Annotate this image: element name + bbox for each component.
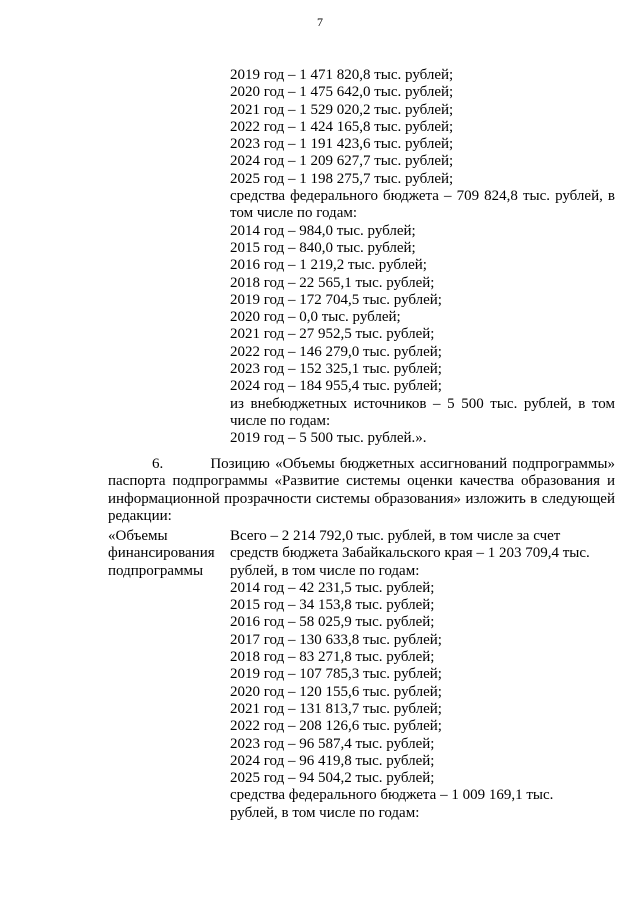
federal-line: средства федерального бюджета – 1 009 169,1 тыс. (230, 787, 554, 804)
year-line: 2025 год – 1 198 275,7 тыс. рублей; (230, 170, 454, 187)
year-line: 2017 год – 130 633,8 тыс. рублей; (230, 631, 442, 648)
year-line: 2021 год – 27 952,5 тыс. рублей; (230, 326, 435, 343)
page-number: 7 (317, 15, 323, 29)
year-line: 2025 год – 94 504,2 тыс. рублей; (230, 770, 435, 787)
year-line: 2019 год – 5 500 тыс. рублей.». (230, 430, 427, 447)
total-line: рублей, в том числе по годам: (230, 562, 420, 579)
year-line: 2019 год – 1 471 820,8 тыс. рублей; (230, 67, 454, 83)
funding-new-edition (230, 528, 615, 822)
year-line: 2024 год – 184 955,4 тыс. рублей; (230, 378, 442, 395)
year-line: 2020 год – 1 475 642,0 тыс. рублей; (230, 84, 454, 101)
year-line: 2024 год – 1 209 627,7 тыс. рублей; (230, 153, 454, 170)
year-line: 2016 год – 58 025,9 тыс. рублей; (230, 614, 435, 631)
position-label (108, 528, 226, 580)
total-line: средств бюджета Забайкальского края – 1 203 709,4 тыс. (230, 545, 590, 562)
year-line: 2022 год – 1 424 165,8 тыс. рублей; (230, 118, 454, 135)
year-line: 2022 год – 208 126,6 тыс. рублей; (230, 718, 442, 735)
year-line: 2018 год – 83 271,8 тыс. рублей; (230, 649, 435, 666)
year-line: 2018 год – 22 565,1 тыс. рублей; (230, 274, 435, 291)
year-line: 2014 год – 984,0 тыс. рублей; (230, 222, 416, 239)
paragraph-text: Позицию «Объемы бюджетных ассигнований подпрограммы» паспорта подпрограммы «Развитие системы оценки качества образования и информационной прозрачности системы образования» изложить в следующей редакции: (108, 456, 615, 524)
year-line: 2022 год – 146 279,0 тыс. рублей; (230, 343, 442, 360)
year-line: 2023 год – 96 587,4 тыс. рублей; (230, 735, 435, 752)
year-line: 2021 год – 131 813,7 тыс. рублей; (230, 700, 442, 717)
federal-line: рублей, в том числе по годам: (230, 804, 420, 821)
year-line: 2016 год – 1 219,2 тыс. рублей; (230, 257, 427, 274)
year-line: 2019 год – 107 785,3 тыс. рублей; (230, 666, 442, 683)
federal-intro: средства федерального бюджета – 709 824,8 тыс. рублей, в том числе по годам: (230, 188, 615, 222)
label-line: подпрограммы (108, 562, 204, 579)
paragraph-number: 6. (152, 456, 164, 472)
total-line: Всего – 2 214 792,0 тыс. рублей, в том числе за счет (230, 528, 561, 544)
funding-continuation (230, 67, 615, 448)
label-line: финансирования (108, 545, 215, 562)
year-line: 2020 год – 120 155,6 тыс. рублей; (230, 683, 442, 700)
label-line: «Объемы (108, 528, 168, 544)
paragraph-6 (108, 456, 615, 525)
year-line: 2021 год – 1 529 020,2 тыс. рублей; (230, 101, 454, 118)
year-line: 2014 год – 42 231,5 тыс. рублей; (230, 579, 435, 596)
year-line: 2015 год – 840,0 тыс. рублей; (230, 239, 416, 256)
year-line: 2024 год – 96 419,8 тыс. рублей; (230, 752, 435, 769)
year-line: 2023 год – 1 191 423,6 тыс. рублей; (230, 136, 454, 153)
year-line: 2023 год – 152 325,1 тыс. рублей; (230, 361, 442, 378)
extrabudget-intro: из внебюджетных источников – 5 500 тыс. рублей, в том числе по годам: (230, 395, 615, 429)
year-line: 2019 год – 172 704,5 тыс. рублей; (230, 291, 442, 308)
year-line: 2015 год – 34 153,8 тыс. рублей; (230, 597, 435, 614)
year-line: 2020 год – 0,0 тыс. рублей; (230, 309, 401, 326)
